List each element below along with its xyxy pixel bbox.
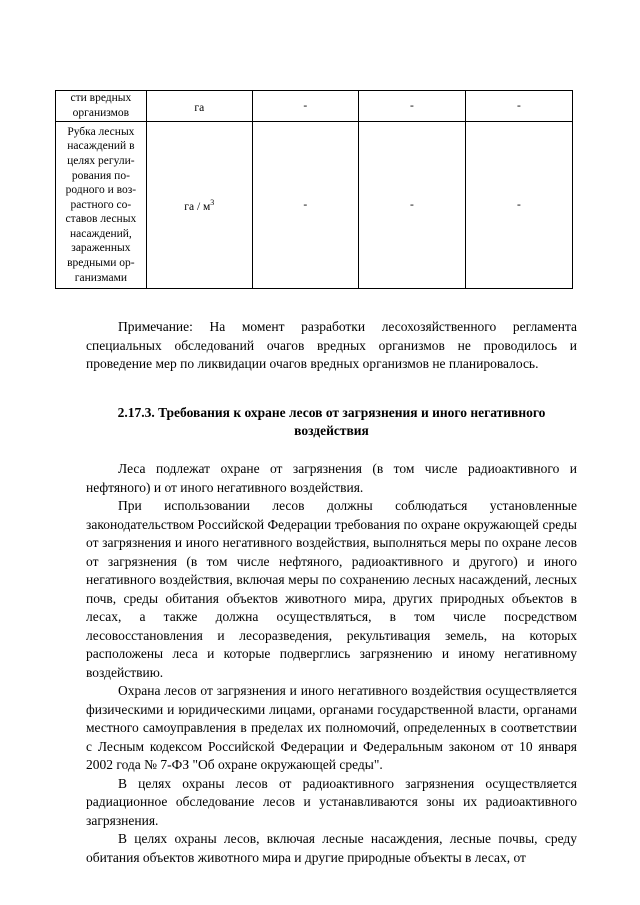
paragraph: Охрана лесов от загрязнения и иного негативного воздействия осуществляется физическими и юридическими лицами, органами государственной власти, органами местного самоуправления в пределах их полномочий, определенных в соответствии с Лесным кодексом Российской Федерации и Федеральным законом от 10 января 2002 года № 7-ФЗ "Об охране окружающей среды".: [86, 683, 577, 772]
table-cell-value: -: [465, 122, 572, 289]
table-cell-value: -: [252, 91, 358, 122]
table-row: [56, 122, 573, 289]
measures-table: [55, 90, 573, 289]
paragraph: В целях охраны лесов от радиоактивного загрязнения осуществляется радиационное обследование лесов и устанавливаются зоны их радиоактивного загрязнения.: [86, 775, 577, 828]
table-cell-unit: га: [146, 91, 252, 122]
table-cell-name: Рубка лесных насаждений в целях регули- рования по- родного и воз- растного со- ставов лесных насаждений, зараженных вредными ор- ганизмами: [56, 122, 147, 289]
paragraph: При использовании лесов должны соблюдаться установленные законодательством Российской Федерации требования по охране окружающей среды от загрязнения и иного негативного воздействия, выполняться меры по охране лесов от загрязнения (в том числе нефтяного, радиоактивного и другого) и иного негативного воздействия, включая меры по сохранению лесных насаждений, лесных почв, среды обитания объектов животного мира, других природных объектов в лесах, а также должна осуществляться, в том числе посредством лесовосстановления и лесоразведения, рекультивация земель, на которых расположены леса и которые подверглись загрязнению и иному негативному воздействию.: [86, 498, 577, 680]
paragraph: Леса подлежат охране от загрязнения (в том числе радиоактивного и нефтяного) и от иного негативного воздействия.: [86, 461, 577, 495]
table-cell-value: -: [358, 122, 465, 289]
table-cell-unit: га / $м^3$: [146, 122, 252, 289]
table-row: [56, 91, 573, 122]
table-cell-value: -: [252, 122, 358, 289]
body-text: [86, 460, 577, 867]
table-cell-name: сти вредных организмов: [56, 91, 147, 122]
table-cell-value: -: [465, 91, 572, 122]
paragraph: В целях охраны лесов, включая лесные насаждения, лесные почвы, среду обитания объектов животного мира и другие природные объекты в лесах, от: [86, 831, 577, 865]
note-paragraph: Примечание: На момент разработки лесохозяйственного регламента специальных обследований очагов вредных организмов не проводилось и проведение мер по ликвидации очагов вредных организмов не планировалось.: [86, 319, 577, 371]
section-heading: 2.17.3. Требования к охране лесов от загрязнения и иного негативного воздействия: [117, 405, 546, 438]
table-cell-value: -: [358, 91, 465, 122]
